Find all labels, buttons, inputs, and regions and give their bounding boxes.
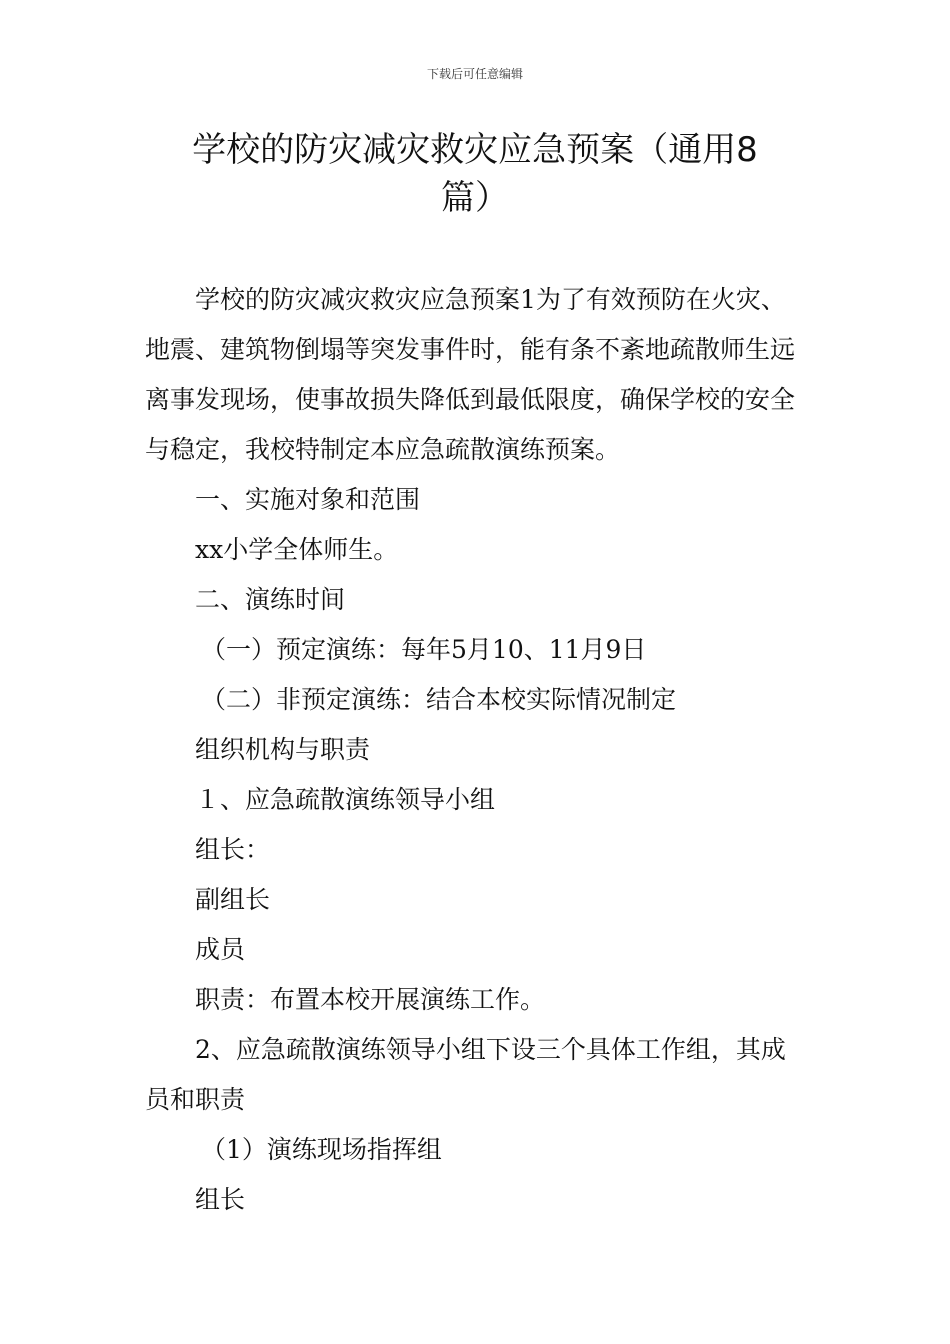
duty-text: 职责：布置本校开展演练工作。 — [195, 985, 546, 1014]
document-body — [145, 275, 810, 1225]
group-leader-label: 组长： — [195, 835, 271, 864]
title-line-2: 篇） — [441, 178, 509, 218]
page-header-note: 下载后可任意编辑 — [426, 67, 523, 81]
leading-group-heading: １、应急疏散演练领导小组 — [195, 785, 496, 814]
section-heading-scope: 一、实施对象和范围 — [195, 485, 421, 514]
command-group-leader-label: 组长 — [195, 1185, 246, 1214]
section-heading-organization: 组织机构与职责 — [195, 735, 371, 764]
section-heading-time: 二、演练时间 — [195, 585, 346, 614]
intro-paragraph: 学校的防灾减灾救灾应急预案1为了有效预防在火灾、地震、建筑物倒塌等突发事件时，能有条不紊地疏散师生远离事发现场，使事故损失降低到最低限度，确保学校的安全与稳定，我校特制定本应急疏散演练预案。 — [145, 285, 796, 464]
working-groups-paragraph: 2、应急疏散演练领导小组下设三个具体工作组，其成员和职责 — [145, 1035, 786, 1114]
title-line-1: 学校的防灾减灾救灾应急预案（通用8 — [192, 130, 758, 170]
members-label: 成员 — [195, 935, 246, 964]
scheduled-drill: （一）预定演练：每年5月10、11月9日 — [201, 635, 647, 664]
document-title — [170, 126, 780, 222]
deputy-leader-label: 副组长 — [195, 885, 271, 914]
scope-body: xx小学全体师生。 — [195, 535, 399, 564]
unscheduled-drill: （二）非预定演练：结合本校实际情况制定 — [201, 685, 677, 714]
command-group-heading: （1）演练现场指挥组 — [201, 1135, 442, 1164]
